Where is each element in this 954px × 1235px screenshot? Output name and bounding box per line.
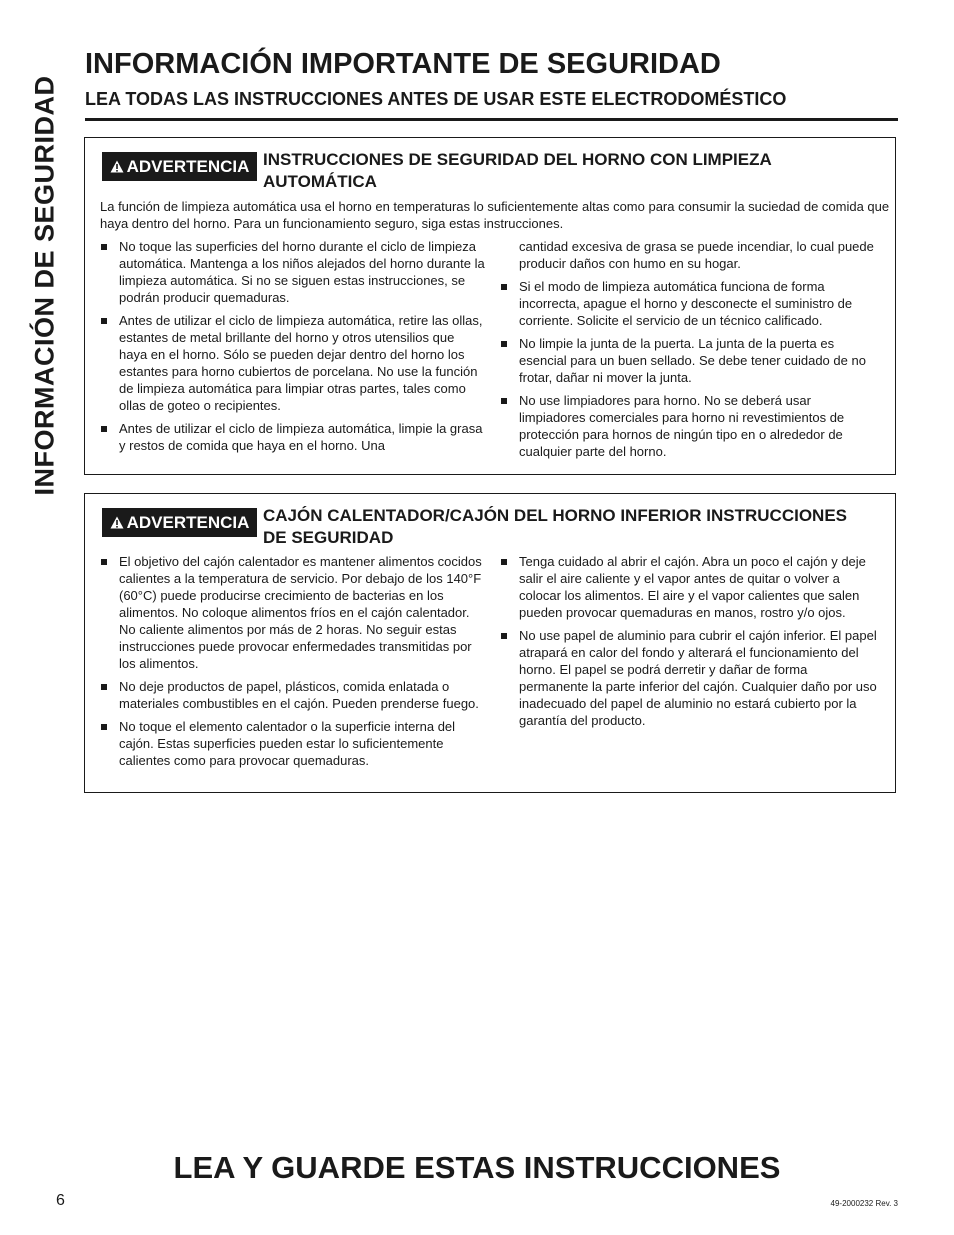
page-subtitle: LEA TODAS LAS INSTRUCCIONES ANTES DE USAR ESTE ELECTRODOMÉSTICO (85, 89, 787, 109)
section-title: INSTRUCCIONES DE SEGURIDAD DEL HORNO CON LIMPIEZA AUTOMÁTICA (263, 150, 772, 191)
bullet-list-left (100, 238, 485, 460)
list-item-continuation: cantidad excesiva de grasa se puede incendiar, lo cual puede producir daños con humo en su hogar. (519, 239, 874, 271)
page-number: 6 (56, 1192, 65, 1209)
list-item: No use papel de aluminio para cubrir el cajón inferior. El papel atrapará en calor del fondo y alterará el funcionamiento del horno. El papel se podrá derretir y dañar de forma permanente la parte inferior del cajón. Cualquier daño por uso inadecuado del papel de aluminio no estará cubierto por la garantía del producto. (500, 627, 880, 729)
page-title: INFORMACIÓN IMPORTANTE DE SEGURIDAD (85, 48, 721, 80)
list-item: No toque el elemento calentador o la superficie interna del cajón. Estas superficies pueden estar lo suficientemente calientes como para provocar quemaduras. (100, 718, 485, 769)
warning-triangle-icon (110, 160, 124, 173)
side-title-text: INFORMACIÓN DE SEGURIDAD (29, 74, 60, 496)
warning-badge-label: ADVERTENCIA (126, 156, 250, 176)
document-code: 49-2000232 Rev. 3 (830, 1199, 898, 1208)
footer-title: LEA Y GUARDE ESTAS INSTRUCCIONES (173, 1150, 781, 1185)
section-title: CAJÓN CALENTADOR/CAJÓN DEL HORNO INFERIOR INSTRUCCIONES DE SEGURIDAD (263, 506, 848, 547)
self-clean-safety-box (84, 137, 896, 475)
list-item: Si el modo de limpieza automática funciona de forma incorrecta, apague el horno y desconecte el suministro de corriente. Solicite el servicio de un técnico calificado. (500, 278, 880, 329)
warming-drawer-safety-box (84, 493, 896, 793)
bullet-list-right (500, 238, 880, 466)
warning-badge-label: ADVERTENCIA (126, 512, 250, 532)
warning-badge (102, 508, 257, 537)
list-item: El objetivo del cajón calentador es mantener alimentos cocidos calientes a la temperatura de servicio. Por debajo de los 140°F (60°C) puede producirse crecimiento de bacterias en los alimentos. No coloque alimentos fríos en el cajón calentador. No caliente alimentos por más de 2 horas. No seguir estas instrucciones puede provocar enfermedades transmitidas por los alimentos. (100, 553, 485, 672)
list-item: No use limpiadores para horno. No se deberá usar limpiadores comerciales para horno ni revestimientos de protección para hornos de ningún tipo en o alrededor de cualquier parte del horno. (500, 392, 880, 460)
bullet-list-left (100, 553, 485, 775)
list-item: Antes de utilizar el ciclo de limpieza automática, limpie la grasa y restos de comida que haya en el horno. Una (100, 420, 485, 454)
list-item: No toque las superficies del horno durante el ciclo de limpieza automática. Mantenga a los niños alejados del horno durante la limpieza automática. Si no se siguen estas instrucciones, se podrán producir quemaduras. (100, 238, 485, 306)
header-divider (85, 118, 898, 121)
bullet-list-right (500, 553, 880, 735)
list-item: No limpie la junta de la puerta. La junta de la puerta es esencial para un buen sellado. Se debe tener cuidado de no frotar, dañar ni mover la junta. (500, 335, 880, 386)
list-item: Tenga cuidado al abrir el cajón. Abra un poco el cajón y deje salir el aire caliente y el vapor antes de quitar o volver a colocar los alimentos. El aire y el vapor calientes que salen pueden provocar quemaduras en manos, rostro y/o ojos. (500, 553, 880, 621)
side-section-title (23, 55, 67, 515)
list-item: No deje productos de papel, plásticos, comida enlatada o materiales combustibles en el cajón. Pueden prenderse fuego. (100, 678, 485, 712)
section-intro: La función de limpieza automática usa el horno en temperaturas lo suficientemente altas como para consumir la suciedad de comida que haya dentro del horno. Para un funcionamiento seguro, siga estas instrucciones. (100, 199, 890, 231)
warning-triangle-icon (110, 516, 124, 529)
list-item: Antes de utilizar el ciclo de limpieza automática, retire las ollas, estantes de metal brillante del horno y otros utensilios que haya en el horno. Sólo se pueden dejar dentro del horno los estantes para horno cubiertos de porcelana. No use la función de limpieza automática para limpiar otras partes, tales como ollas de goteo o recipientes. (100, 312, 485, 414)
warning-badge (102, 152, 257, 181)
